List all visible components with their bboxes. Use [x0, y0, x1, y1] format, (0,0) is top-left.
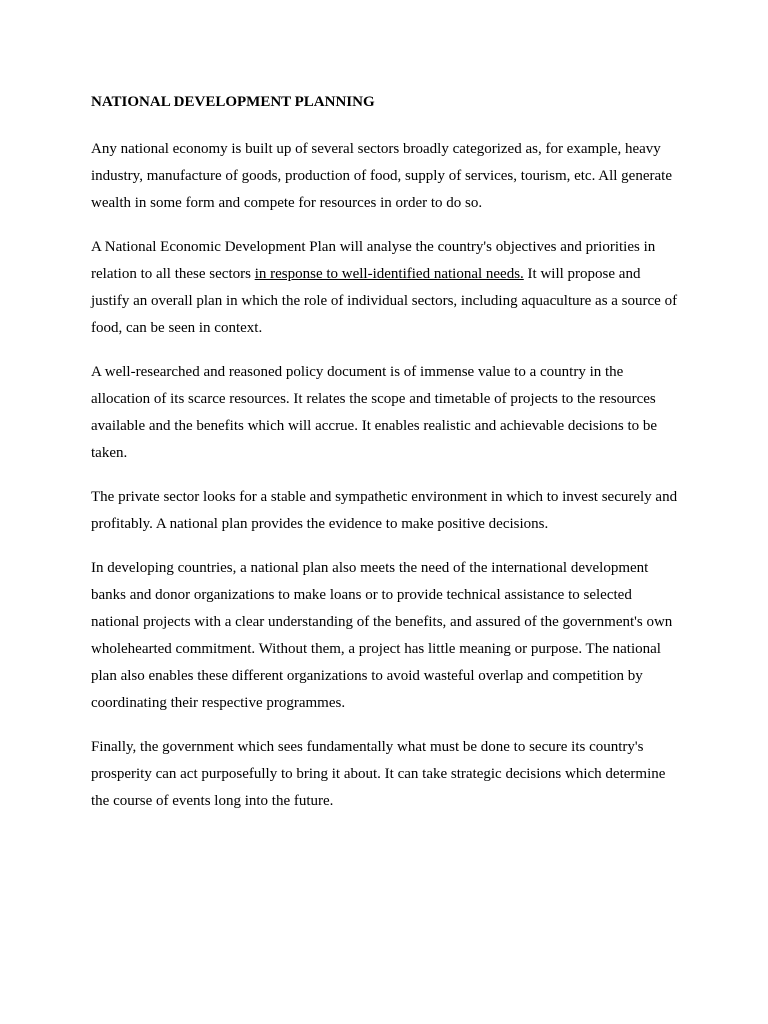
paragraph-text: A well-researched and reasoned policy document is of immense value to a country in the allocation of its scarce resources. It relates the scope and timetable of projects to the resources available and the benefits which will accrue. It enables realistic and achievable decisions to be taken. [91, 364, 658, 461]
underlined-phrase: in response to well-identified national needs. [254, 266, 524, 282]
paragraph-text: Any national economy is built up of several sectors broadly categorized as, for example, heavy industry, manufacture of goods, production of food, supply of services, tourism, etc. All generate wealth in some form and compete for resources in order to do so. [91, 141, 672, 211]
paragraph [91, 234, 681, 342]
paragraph-text: A National Economic Development Plan will analyse the country's objectives and priorities in relation to all these sectors [91, 239, 656, 282]
document-page [91, 92, 681, 832]
paragraph-text: The private sector looks for a stable and sympathetic environment in which to invest securely and profitably. A national plan provides the evidence to make positive decisions. [91, 489, 678, 532]
document-title: NATIONAL DEVELOPMENT PLANNING [91, 94, 375, 110]
paragraph [91, 734, 681, 815]
paragraph-text: In developing countries, a national plan also meets the need of the international development banks and donor organizations to make loans or to provide technical assistance to selected national projects with a clear understanding of the benefits, and assured of the government's own wholehearted commitment. Without them, a project has little meaning or purpose. The national plan also enables these different organizations to avoid wasteful overlap and competition by coordinating their respective programmes. [91, 560, 673, 711]
paragraph [91, 136, 681, 217]
paragraph [91, 359, 681, 467]
paragraph [91, 484, 681, 538]
paragraph-text: It will propose and justify an overall plan in which the role of individual sectors, including aquaculture as a source of food, can be seen in context. [91, 266, 678, 336]
paragraph [91, 555, 681, 717]
paragraph-text: Finally, the government which sees fundamentally what must be done to secure its country's prosperity can act purposefully to bring it about. It can take strategic decisions which determine the course of events long into the future. [91, 739, 666, 809]
